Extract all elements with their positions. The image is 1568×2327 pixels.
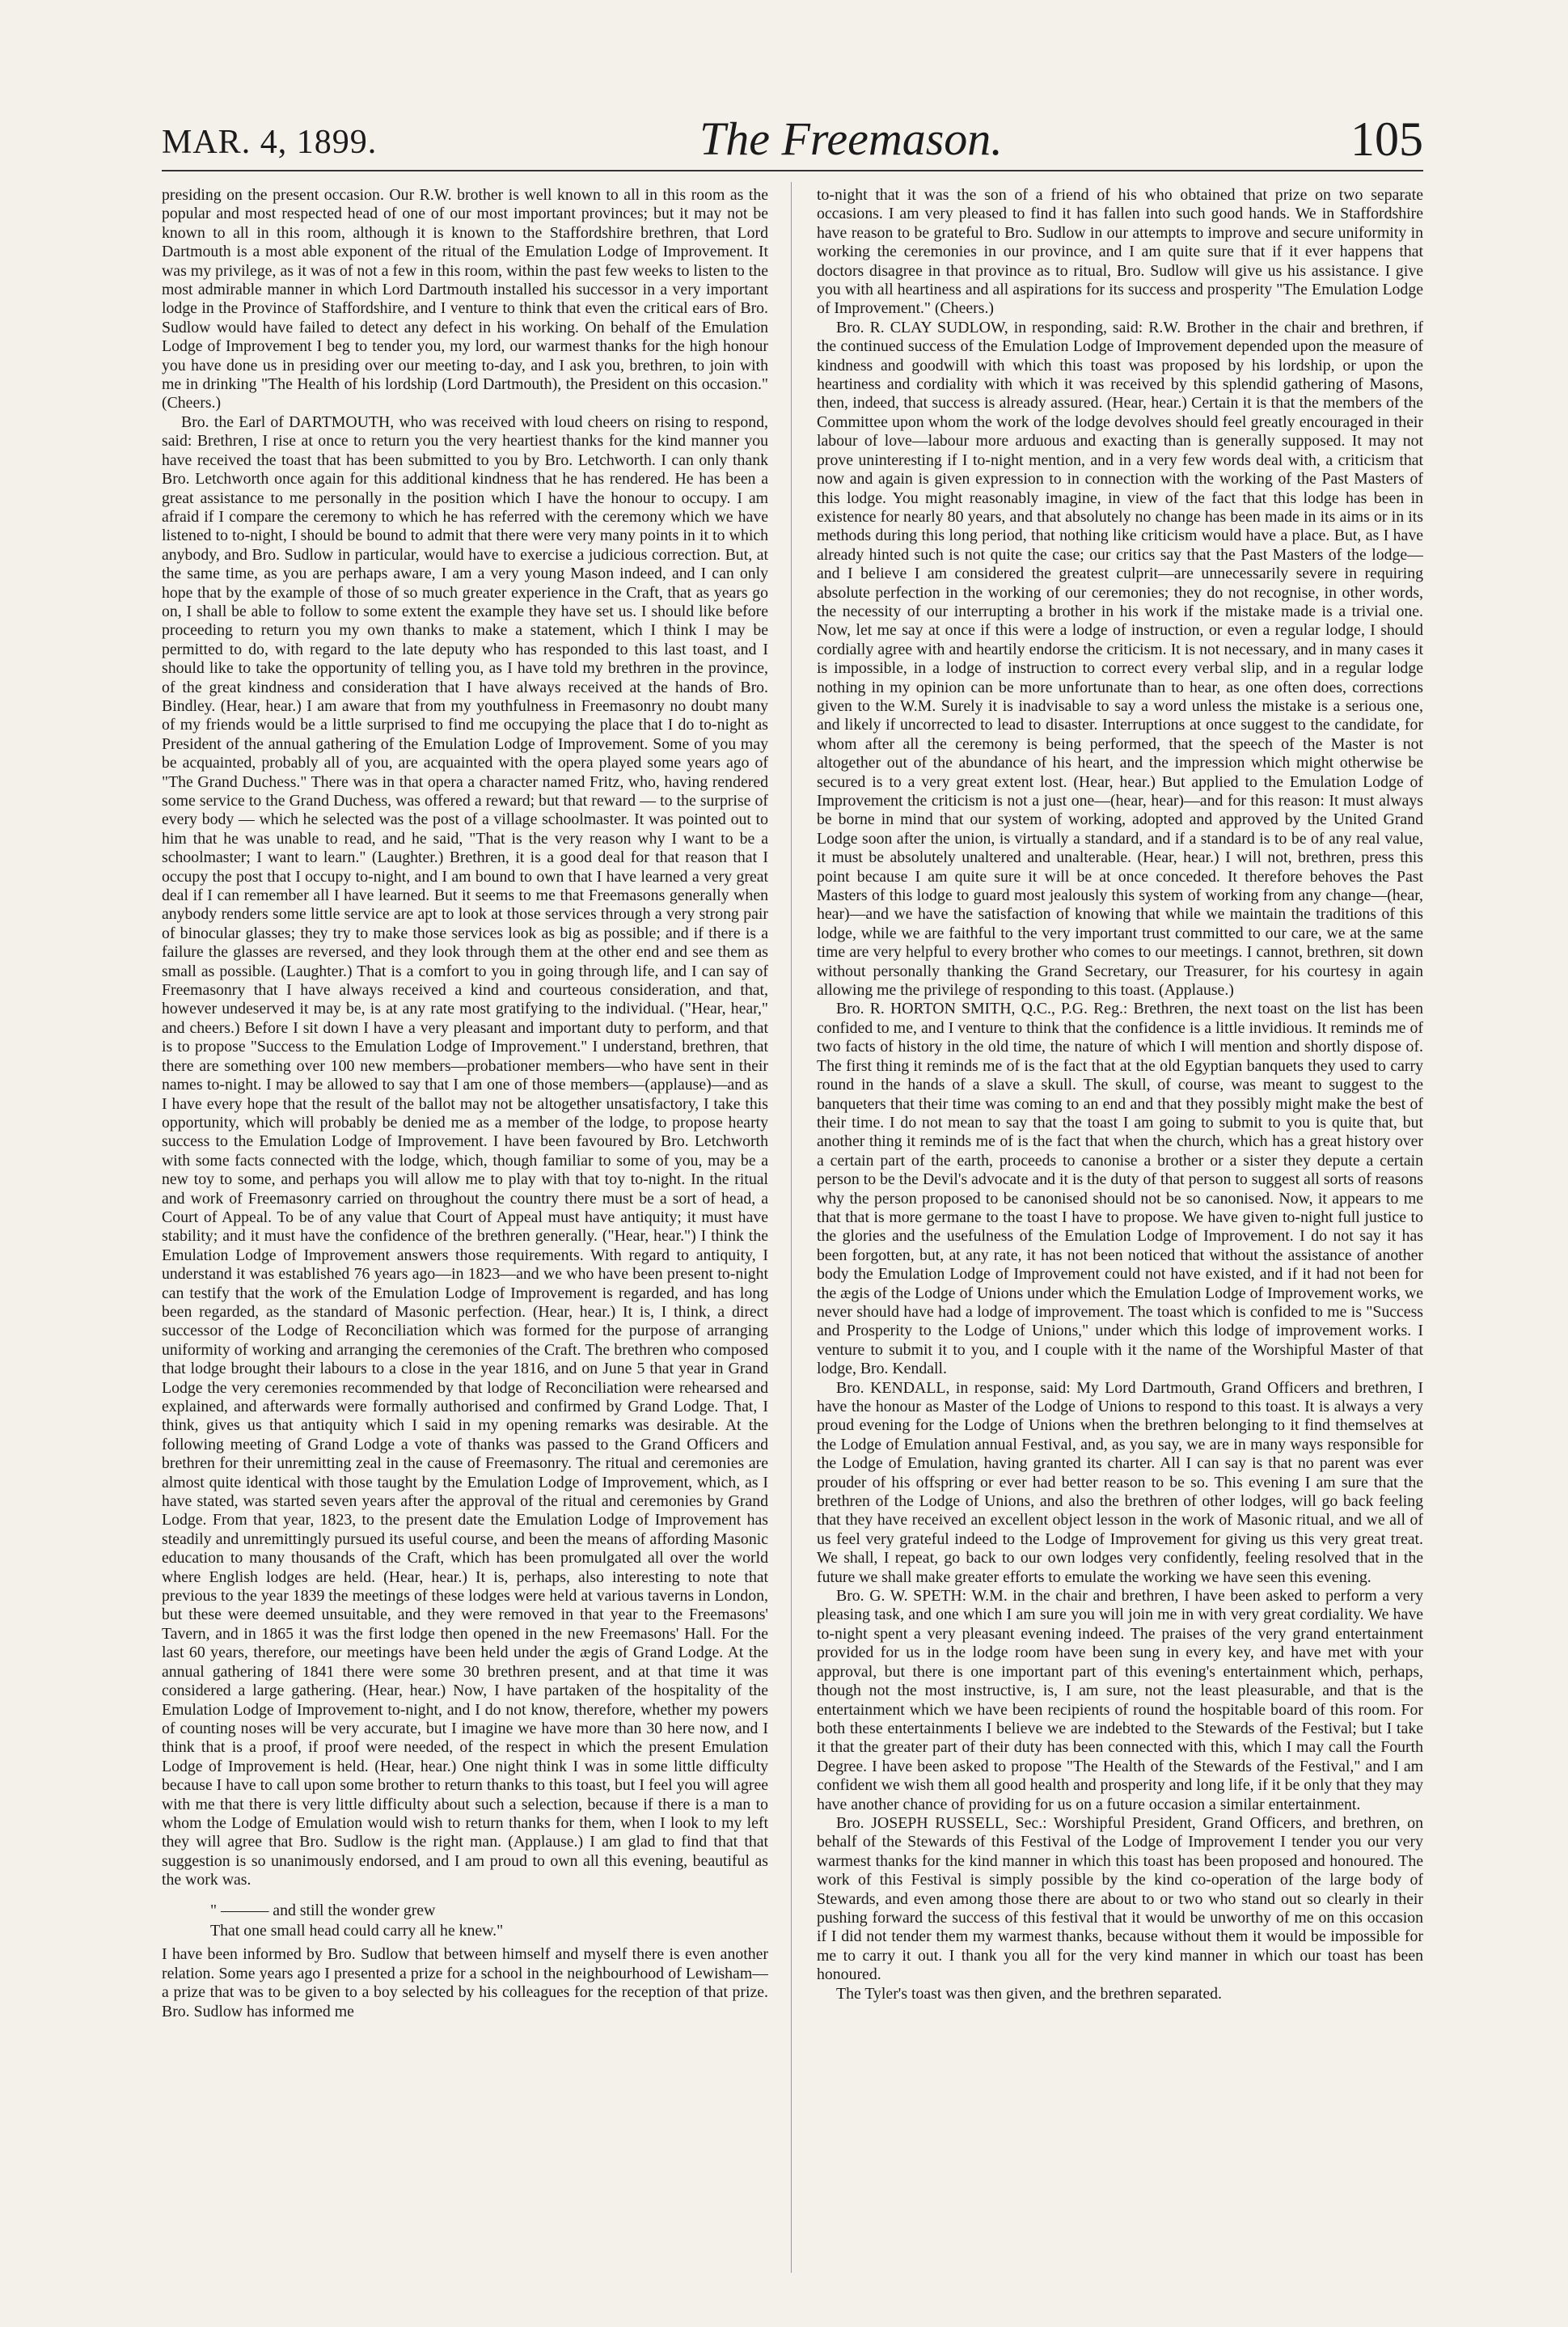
left-column xyxy=(162,186,768,2273)
verse-quote xyxy=(210,1902,768,1941)
paragraph: Bro. the Earl of DARTMOUTH, who was received with loud cheers on rising to respond, said: Brethren, I rise at once to return you the very heartiest thanks for the kind manner you have received the toast that has been submitted to you by Bro. Letchworth. I can only thank Bro. Letchworth once again for this additional kindness that he has rendered. He has been a great assistance to me personally in the position which I have the honour to occupy. I am afraid if I compare the ceremony to which he has referred with the ceremony which we have listened to to-night, I should be bound to admit that there were very many points in it to which anybody, and Bro. Sudlow in particular, would have to exercise a judicious correction. But, at the same time, as you are perhaps aware, I am a very young Mason indeed, and I can only hope that by the example of those of so much greater experience in the Craft, that as years go on, I shall be able to follow to some extent the example they have set us. I should like before proceeding to return you my own thanks to make a statement, which I think I may be permitted to do, with regard to the late deputy who has responded to this last toast, and I should like to take the opportunity of telling you, as I have told my brethren in the province, of the great kindness and consideration that I have always received at the hands of Bro. Bindley. (Hear, hear.) I am aware that from my youthfulness in Freemasonry no doubt many of my friends would be a little surprised to find me occupying the place that I do to-night as President of the annual gathering of the Emulation Lodge of Improvement. Some of you may be acquainted, probably all of you, are acquainted with the opera played some years ago of "The Grand Duchess." There was in that opera a character named Fritz, who, having rendered some service to the Grand Duchess, was offered a reward; but that reward — to the surprise of every body — which he selected was the post of a village schoolmaster. It was pointed out to him that he was unable to read, and he said, "That is the very reason why I want to be a schoolmaster; I want to learn." (Laughter.) Brethren, it is a good deal for that reason that I occupy the post that I occupy to-night, and I am bound to own that I have learned a very great deal if I can remember all I have learned. But it seems to me that Freemasons generally when anybody renders some little service are apt to look at those services through a very strong pair of binocular glasses; they try to make those services look as big as possible; and if there is a failure the glasses are reversed, and they look through them at the other end and see them as small as possible. (Laughter.) That is a comfort to you in going through life, and I can say of Freemasonry that I have always received a kind and courteous consideration, and that, however undeserved it may be, is at any rate most gratifying to the individual. ("Hear, hear," and cheers.) Before I sit down I have a very pleasant and important duty to perform, and that is to propose "Success to the Emulation Lodge of Improvement." I understand, brethren, that there are something over 100 new members—probationer members—who have sent in their names to-night. I may be allowed to say that I am one of those members—(applause)—and as I have every hope that the result of the ballot may not be altogether unsatisfactory, I take this opportunity, which will probably be denied me as a member of the lodge, to propose hearty success to the Emulation Lodge of Improvement. I have been favoured by Bro. Letchworth with some facts connected with the lodge, which, though familiar to some of you, may be a new toy to some, and perhaps you will allow me to play with that toy to-night. In the ritual and work of Freemasonry carried on throughout the country there must be a sort of head, a Court of Appeal. To be of any value that Court of Appeal must have antiquity; it must have stability; and it must have the confidence of the brethren generally. ("Hear, hear.") I think the Emulation Lodge of Improvement answers those requirements. With regard to antiquity, I understand it was established 76 years ago—in 1823—and we who have been present to-night can testify that the work of the Emulation Lodge of Improvement is regarded, and has long been regarded, as the standard of Masonic perfection. (Hear, hear.) It is, I think, a direct successor of the Lodge of Reconciliation which was formed for the purpose of arranging uniformity of working and arranging the ceremonies of the Craft. The brethren who composed that lodge brought their labours to a close in the year 1816, and on June 5 that year in Grand Lodge the very ceremonies recommended by that lodge of Reconciliation were rehearsed and explained, and afterwards were formally authorised and confirmed by Grand Lodge. That, I think, gives us that antiquity which I said in my opening remarks was desirable. At the following meeting of Grand Lodge a vote of thanks was passed to the Grand Officers and brethren for their unremitting zeal in the cause of Freemasonry. The ritual and ceremonies are almost quite identical with those taught by the Emulation Lodge of Improvement, which, as I have stated, was started seven years after the approval of the ritual and ceremonies by Grand Lodge. From that year, 1823, to the present date the Emulation Lodge of Improvement has steadily and unremittingly pursued its useful course, and been the means of affording Masonic education to many thousands of the Craft, which has been promulgated all over the world where English lodges are held. (Hear, hear.) It is, perhaps, also interesting to note that previous to the year 1839 the meetings of these lodges were held at various taverns in London, but these were deemed unsuitable, and they were removed in that year to the Freemasons' Tavern, and in 1865 it was the first lodge then opened in the new Freemasons' Hall. For the last 60 years, therefore, our meetings have been held under the ægis of Grand Lodge. At the annual gathering of 1841 there were some 30 brethren present, and at that time it was considered a large gathering. (Hear, hear.) Now, I have partaken of the hospitality of the Emulation Lodge of Improvement to-night, and I do not know, therefore, whether my powers of counting noses will be very accurate, but I imagine we have more than 30 here now, and I think that is a proof, if proof were needed, of the respect in which the present Emulation Lodge of Improvement is held. (Hear, hear.) One night think I was in some little difficulty because I have to call upon some brother to return thanks to this toast, but I feel you will agree with me that there is very little difficulty about such a selection, because if there is a man to whom the Lodge of Emulation would wish to return thanks for them, when I look to my left they will agree that Bro. Sudlow is the right man. (Applause.) I am glad to find that that suggestion is so unanimously endorsed, and I am proud to own all this evening, beautiful as the work was. xyxy=(162,413,768,1889)
page-number: 105 xyxy=(1350,112,1423,166)
paragraph: Bro. R. HORTON SMITH, Q.C., P.G. Reg.: Brethren, the next toast on the list has been confided to me, and I venture to think that the confidence is a little invidious. It reminds me of two facts of history in the old time, the nature of which I will mention and shortly dispose of. The first thing it reminds me of is the fact that at the old Egyptian banquets they used to carry round in the hands of a slave a skull. The skull, of course, was meant to suggest to the banqueters that their time was coming to an end and that they possibly might make the best of their time. I do not mean to say that the toast I am going to submit to you is quite that, but another thing it reminds me of is the fact that when the church, which has a great history over a certain part of the earth, proceeds to canonise a brother or a sister they depute a certain person to be the Devil's advocate and it is the duty of that person to suggest all sorts of reasons why the person proposed to be canonised should not be so canonised. Now, it appears to me that that is more germane to the toast I have to propose. We have given to-night full justice to the glories and the usefulness of the Emulation Lodge of Improvement. I do not say it has been forgotten, but, at any rate, it has not been noticed that without the assistance of another body the Emulation Lodge of Improvement could not have existed, and if it had not been for the ægis of the Lodge of Unions under which the Emulation Lodge of Improvement works, we never should have had a lodge of improvement. The toast which is confided to me is "Success and Prosperity to the Lodge of Unions," under which this lodge of improvement works. I venture to submit it to you, and I couple with it the name of the Worshipful Master of that lodge, Bro. Kendall. xyxy=(817,1000,1423,1378)
paragraph: Bro. R. CLAY SUDLOW, in responding, said: R.W. Brother in the chair and brethren, if the continued success of the Emulation Lodge of Improvement depended upon the measure of kindness and goodwill with which this toast was proposed by his lordship, or upon the heartiness and cordiality with which it was received by this splendid gathering of Masons, then, indeed, that success is already assured. (Hear, hear.) Certain it is that the members of the Committee upon whom the work of the lodge devolves should feel greatly encouraged in their labour of love—labour more arduous and exacting than is generally supposed. It may not prove uninteresting if I to-night mention, and in a very few words deal with, a criticism that now and again is given expression to in connection with the working of the Past Masters of this lodge. You might reasonably imagine, in view of the fact that this lodge has been in existence for nearly 80 years, and that absolutely no change has been made in its aims or in its methods during this long period, that nothing like criticism would have a place. But, as I have already hinted such is not quite the case; our critics say that the Past Masters of the lodge—and I believe I am considered the greatest culprit—are unnecessarily severe in requiring absolute perfection in the working of our ceremonies; they do not recognise, in other words, the necessity of our interrupting a brother in his work if the mistake made is a trivial one. Now, let me say at once if this were a lodge of instruction, or even a regular lodge, I should cordially agree with and heartily endorse the criticism. It is not necessary, and in many cases it is impossible, in a lodge of instruction to correct every verbal slip, and in a regular lodge nothing in my opinion can be more unfortunate than to hear, as one often does, corrections given to the W.M. Surely it is inadvisable to say a word unless the mistake is a serious one, and likely if uncorrected to lead to disaster. Interruptions at once suggest to the candidate, for whom after all the ceremony is being performed, that the speech of the Master is not altogether out of the abundance of his heart, and the impression which might otherwise be secured is to a very great extent lost. (Hear, hear.) But applied to the Emulation Lodge of Improvement the criticism is not a just one—(hear, hear)—and for this reason: It must always be borne in mind that our system of working, adopted and approved by the United Grand Lodge soon after the union, is virtually a standard, and if a standard is to be of any real value, it must be absolutely unaltered and unalterable. (Hear, hear.) I will not, brethren, press this point because I am quite sure it will be at once conceded. It therefore behoves the Past Masters of this lodge to guard most jealously this system of working from any change—(hear, hear)—and we have the satisfaction of knowing that while we maintain the traditions of this lodge, while we are faithful to the very important trust committed to our care, we at the same time are very helpful to every brother who comes to our meetings. I cannot, brethren, sit down without personally thanking the Grand Secretary, our Treasurer, for his courtesy in again allowing me the privilege of responding to this toast. (Applause.) xyxy=(817,318,1423,1000)
paragraph: presiding on the present occasion. Our R.W. brother is well known to all in this room as the popular and most respected head of one of our most important provinces; but it may not be known to all in this room, although it is known to the Staffordshire brethren, that Lord Dartmouth is a most able exponent of the ritual of the Emulation Lodge of Improvement. It was my privilege, as it was of not a few in this room, within the past few weeks to listen to the most admirable manner in which Lord Dartmouth installed his successor in a very important lodge in the Province of Staffordshire, and I venture to think that even the critical ears of Bro. Sudlow would have failed to detect any defect in his working. On behalf of the Emulation Lodge of Improvement I beg to tender you, my lord, our warmest thanks for the high honour you have done us in presiding over our meeting to-day, and I ask you, brethren, to join with me in drinking "The Health of his lordship (Lord Dartmouth), the President on this occasion." (Cheers.) xyxy=(162,186,768,413)
verse-line: " ——— and still the wonder grew xyxy=(210,1901,436,1919)
publication-title: The Freemason. xyxy=(699,112,1003,165)
column-divider xyxy=(791,182,792,2273)
header-rule xyxy=(162,170,1423,171)
paragraph: The Tyler's toast was then given, and the brethren separated. xyxy=(836,1984,1222,2003)
masthead xyxy=(162,112,1423,166)
issue-date: MAR. 4, 1899. xyxy=(162,124,378,161)
right-column xyxy=(817,186,1423,2273)
paragraph: I have been informed by Bro. Sudlow that between himself and myself there is even another relation. Some years ago I presented a prize for a school in the neighbourhood of Lewisham—a prize that was to be given to a boy selected by his colleagues for the reception of that prize. Bro. Sudlow has informed me xyxy=(162,1945,768,2020)
paragraph: Bro. JOSEPH RUSSELL, Sec.: Worshipful President, Grand Officers, and brethren, on behalf of the Stewards of this Festival of the Lodge of Improvement I tender you our very warmest thanks for the kind manner in which this toast has been proposed and honoured. The work of this Festival is simply possible by the kind co-operation of the large body of Stewards, and even among those there are about to or two who stand out so clearly in their pushing forward the success of this festival that it would be unworthy of me on this occasion if I did not tender them my warmest thanks, because without them it would be impossible for me to carry it out. I thank you all for the very kind manner in which our toast has been honoured. xyxy=(817,1813,1423,1984)
paragraph: to-night that it was the son of a friend of his who obtained that prize on two separate occasions. I am very pleased to find it has fallen into such good hands. We in Staffordshire have reason to be grateful to Bro. Sudlow in our attempts to improve and secure uniformity in working the ceremonies in our province, and I am quite sure that if it ever happens that doctors disagree in that province as to ritual, Bro. Sudlow will give us his assistance. I give you with all heartiness and all aspirations for its success and prosperity "The Emulation Lodge of Improvement." (Cheers.) xyxy=(817,186,1423,318)
paragraph: Bro. KENDALL, in response, said: My Lord Dartmouth, Grand Officers and brethren, I have the honour as Master of the Lodge of Unions to respond to this toast. It is always a very proud evening for the Lodge of Unions when the brethren belonging to it find themselves at the Lodge of Emulation annual Festival, and, as you say, we are in many ways responsible for the Lodge of Emulation, having granted its charter. All I can say is that no parent was ever prouder of his offspring or ever had better reason to be so. This evening I am sure that the brethren of the Lodge of Unions, and also the brethren of other lodges, will go back feeling that they have received an excellent object lesson in the work of Masonic ritual, and we all of us feel very grateful indeed to the Lodge of Improvement for giving us this very great treat. We shall, I repeat, go back to our own lodges very confidently, feeling resolved that in the future we shall make greater efforts to emulate the working we have seen this evening. xyxy=(817,1378,1423,1586)
paragraph: Bro. G. W. SPETH: W.M. in the chair and brethren, I have been asked to perform a very pleasing task, and one which I am sure you will join me in with very great cordiality. We have to-night spent a very pleasant evening indeed. The praises of the very grand entertainment provided for us in the lodge room have been sung in every key, and have met with your approval, but there is one important part of this evening's entertainment which, perhaps, though not the most instructive, is, I am sure, not the least pleasurable, and that is the entertainment which we have been recipients of round the hospitable board of this room. For both these entertainments I believe we are indebted to the Stewards of the Festival; but I take it that the greater part of their duty has been connected with this, which I may call the Fourth Degree. I have been asked to propose "The Health of the Stewards of the Festival," and I am confident we wish them all good health and prosperity and long life, if it be only that they may have another chance of providing for us on a future occasion a similar entertainment. xyxy=(817,1587,1423,1813)
verse-line: That one small head could carry all he knew." xyxy=(210,1921,504,1940)
